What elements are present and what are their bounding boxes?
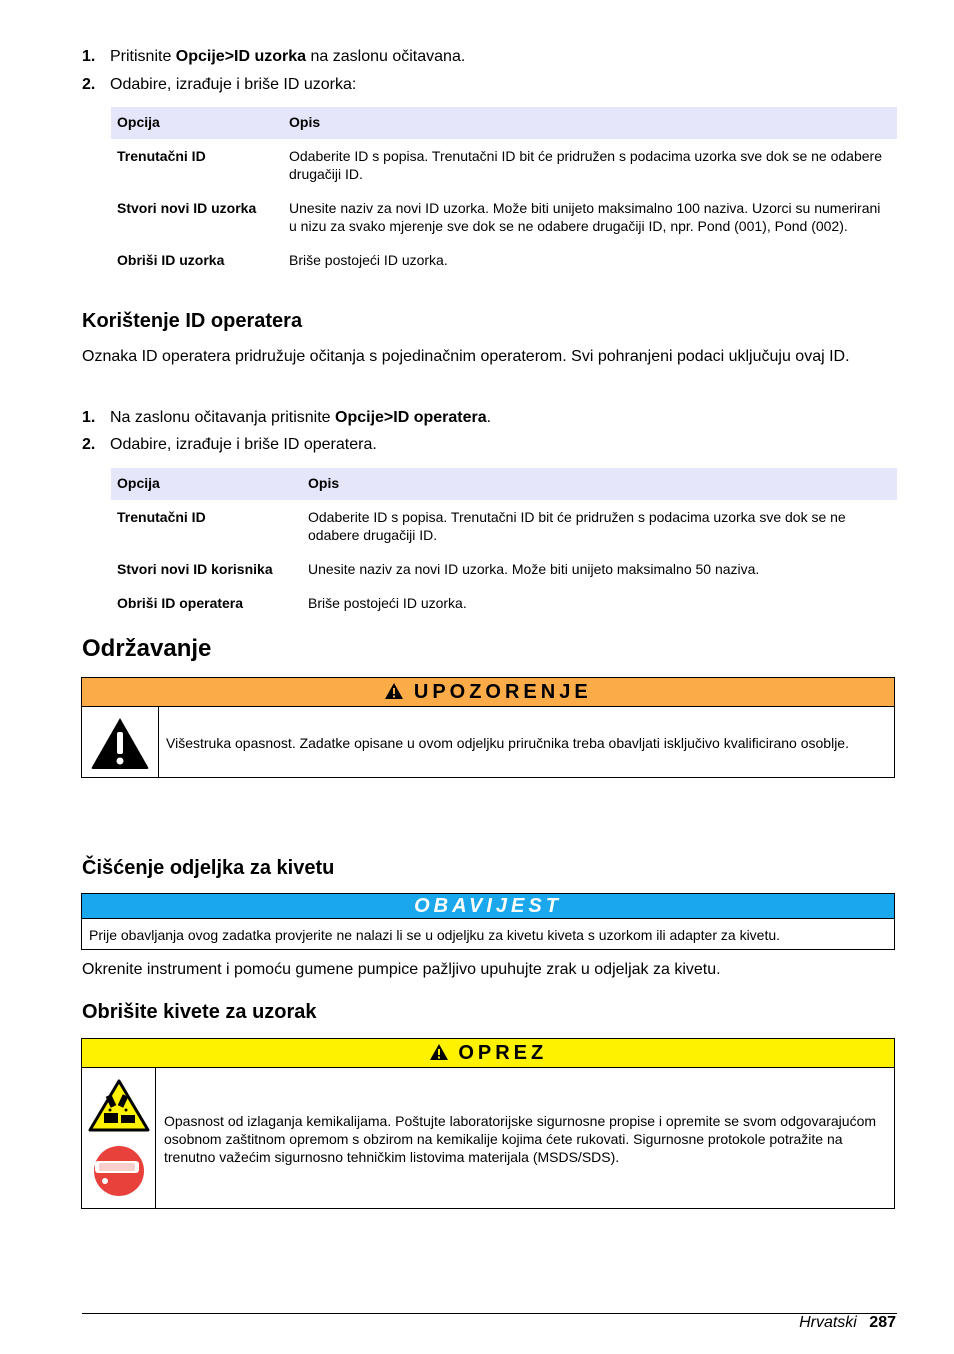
footer bbox=[799, 1313, 896, 1333]
column-header-description: Opis bbox=[283, 107, 897, 139]
column-header-description: Opis bbox=[302, 468, 897, 500]
safety-goggles-icon bbox=[93, 1143, 145, 1199]
section-heading-cleaning: Čišćenje odjeljka za kivetu bbox=[82, 857, 335, 879]
notice-box bbox=[81, 893, 895, 950]
operator-id-intro: Oznaka ID operatera pridružuje očitanja s pojedinačnim operaterom. Svi pohranjeni podaci uključuju ovaj ID. bbox=[82, 348, 850, 365]
warning-text: Višestruka opasnost. Zadatke opisane u ovom odjeljku priručnika treba obavljati isključivo kvalificirano osoblje. bbox=[166, 734, 849, 751]
footer-language: Hrvatski bbox=[799, 1314, 857, 1331]
table-row: Obriši ID uzorka Briše postojeći ID uzorka. bbox=[117, 252, 448, 268]
step-2: 2. Odabire, izrađuje i briše ID operatera. bbox=[82, 436, 377, 453]
table-row: Trenutačni ID Odaberite ID s popisa. Trenutačni ID bit će pridružen s podacima uzorka sve dok se ne odabere drugačiji ID. bbox=[117, 509, 846, 543]
table-row: Trenutačni ID Odaberite ID s popisa. Trenutačni ID bit će pridružen s podacima uzorka sve dok se ne odabere drugačiji ID. bbox=[117, 148, 882, 182]
page-number: 287 bbox=[869, 1314, 896, 1331]
caution-box bbox=[81, 1038, 895, 1209]
section-heading-wipe: Obrišite kivete za uzorak bbox=[82, 1001, 317, 1023]
table-header bbox=[111, 107, 897, 139]
column-header-option: Opcija bbox=[111, 107, 283, 139]
operator-id-table bbox=[111, 468, 897, 620]
caution-header: OPREZ bbox=[82, 1039, 894, 1068]
warning-triangle-icon bbox=[429, 1043, 449, 1061]
table-row: Obriši ID operatera Briše postojeći ID uzorka. bbox=[117, 595, 467, 611]
warning-symbol bbox=[82, 707, 159, 778]
page-title: Održavanje bbox=[82, 635, 212, 662]
warning-box bbox=[81, 677, 895, 778]
sample-id-table bbox=[111, 107, 897, 277]
column-header-option: Opcija bbox=[111, 468, 302, 500]
chemical-hazard-icon bbox=[88, 1079, 150, 1133]
section-heading-operator-id: Korištenje ID operatera bbox=[82, 310, 303, 332]
warning-header: UPOZORENJE bbox=[82, 678, 894, 707]
footer-divider bbox=[82, 1313, 897, 1314]
step-2: 2. Odabire, izrađuje i briše ID uzorka: bbox=[82, 76, 357, 93]
step-1: 1. Pritisnite Opcije>ID uzorka na zaslonu očitavana. bbox=[82, 48, 466, 65]
caution-text: Opasnost od izlaganja kemikalijama. Poštujte laboratorijske sigurnosne propise i opremite se svom odgovarajućom osobnom zaštitnom opremom s obzirom na kemikalije kojima ćete rukovati. Sigurnosne protokole potražite na trenutno važećim sigurnosno tehničkim listovima materijala (MSDS/SDS). bbox=[164, 1112, 877, 1165]
step-1: 1. Na zaslonu očitavanja pritisnite Opcije>ID operatera. bbox=[82, 409, 492, 426]
caution-symbols bbox=[82, 1068, 156, 1209]
warning-triangle-icon bbox=[89, 715, 151, 771]
table-row: Stvori novi ID uzorka Unesite naziv za novi ID uzorka. Može biti unijeto maksimalno 100 naziva. Uzorci su numerirani u nizu za svako mjerenje sve dok se ne odabere drugačiji ID, npr. Pond (001), Pond (002). bbox=[117, 200, 881, 234]
cleaning-paragraph: Okrenite instrument i pomoću gumene pumpice pažljivo upuhujte zrak u odjeljak za kivetu. bbox=[82, 961, 721, 978]
notice-header: OBAVIJEST bbox=[82, 894, 894, 919]
table-row: Stvori novi ID korisnika Unesite naziv za novi ID uzorka. Može biti unijeto maksimalno 50 naziva. bbox=[117, 561, 760, 577]
notice-text: Prije obavljanja ovog zadatka provjerite ne nalazi li se u odjeljku za kivetu kiveta s uzorkom ili adapter za kivetu. bbox=[89, 927, 781, 943]
table-header bbox=[111, 468, 897, 500]
warning-triangle-icon bbox=[384, 682, 404, 700]
